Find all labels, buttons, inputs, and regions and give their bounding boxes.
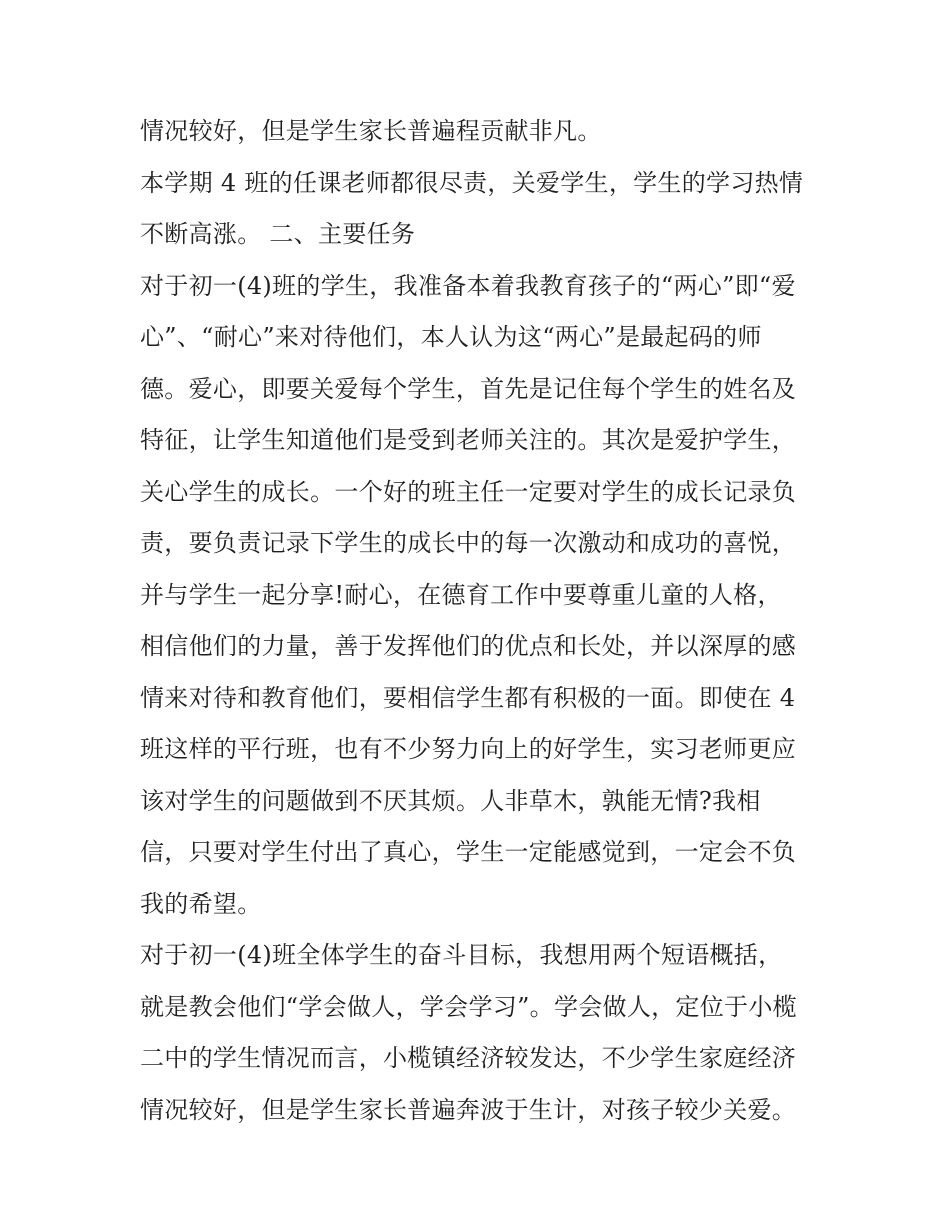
text-line: 对于初一(4)班的学生，我准备本着我教育孩子的“两心”即“爱 — [140, 271, 796, 300]
text-line: 关心学生的成长。一个好的班主任一定要对学生的成长记录负 — [140, 477, 797, 506]
text-line: 情来对待和教育他们，要相信学生都有积极的一面。即使在 4 — [140, 683, 796, 712]
text-line: 就是教会他们“学会做人，学会学习”。学会做人，定位于小榄 — [140, 992, 797, 1021]
text-line: 情况较好，但是学生家长普遍程贡献非凡。 — [140, 117, 602, 145]
text-line: 班这样的平行班，也有不少努力向上的好学生，实习老师更应 — [140, 735, 797, 763]
text-line: 信，只要对学生付出了真心，学生一定能感觉到，一定会不负 — [140, 838, 797, 866]
text-line: 责，要负责记录下学生的成长中的每一次激动和成功的喜悦， — [140, 529, 797, 557]
text-line: 对于初一(4)班全体学生的奋斗目标，我想用两个短语概括， — [140, 941, 783, 969]
text-line: 情况较好，但是学生家长普遍奔波于生计，对孩子较少关爱。 — [140, 1095, 797, 1124]
text-line: 该对学生的问题做到不厌其烦。人非草木，孰能无情?我相 — [140, 786, 761, 815]
text-line: 不断高涨。 二、主要任务 — [140, 220, 416, 248]
text-line: 并与学生一起分享!耐心，在德育工作中要尊重儿童的人格， — [140, 580, 782, 609]
document-body — [140, 106, 820, 1136]
text-line: 德。爱心，即要关爱每个学生，首先是记住每个学生的姓名及 — [140, 374, 797, 403]
text-line: 本学期 4 班的任课老师都很尽责，关爱学生，学生的学习热情 — [140, 168, 804, 197]
text-line: 相信他们的力量，善于发挥他们的优点和长处，并以深厚的感 — [140, 632, 797, 660]
text-line: 我的希望。 — [140, 889, 262, 918]
text-line: 特征，让学生知道他们是受到老师关注的。其次是爱护学生， — [140, 426, 797, 454]
text-line: 心”、“耐心”来对待他们，本人认为这“两心”是最起码的师 — [140, 323, 762, 351]
text-line: 二中的学生情况而言，小榄镇经济较发达，不少学生家庭经济 — [140, 1044, 797, 1072]
